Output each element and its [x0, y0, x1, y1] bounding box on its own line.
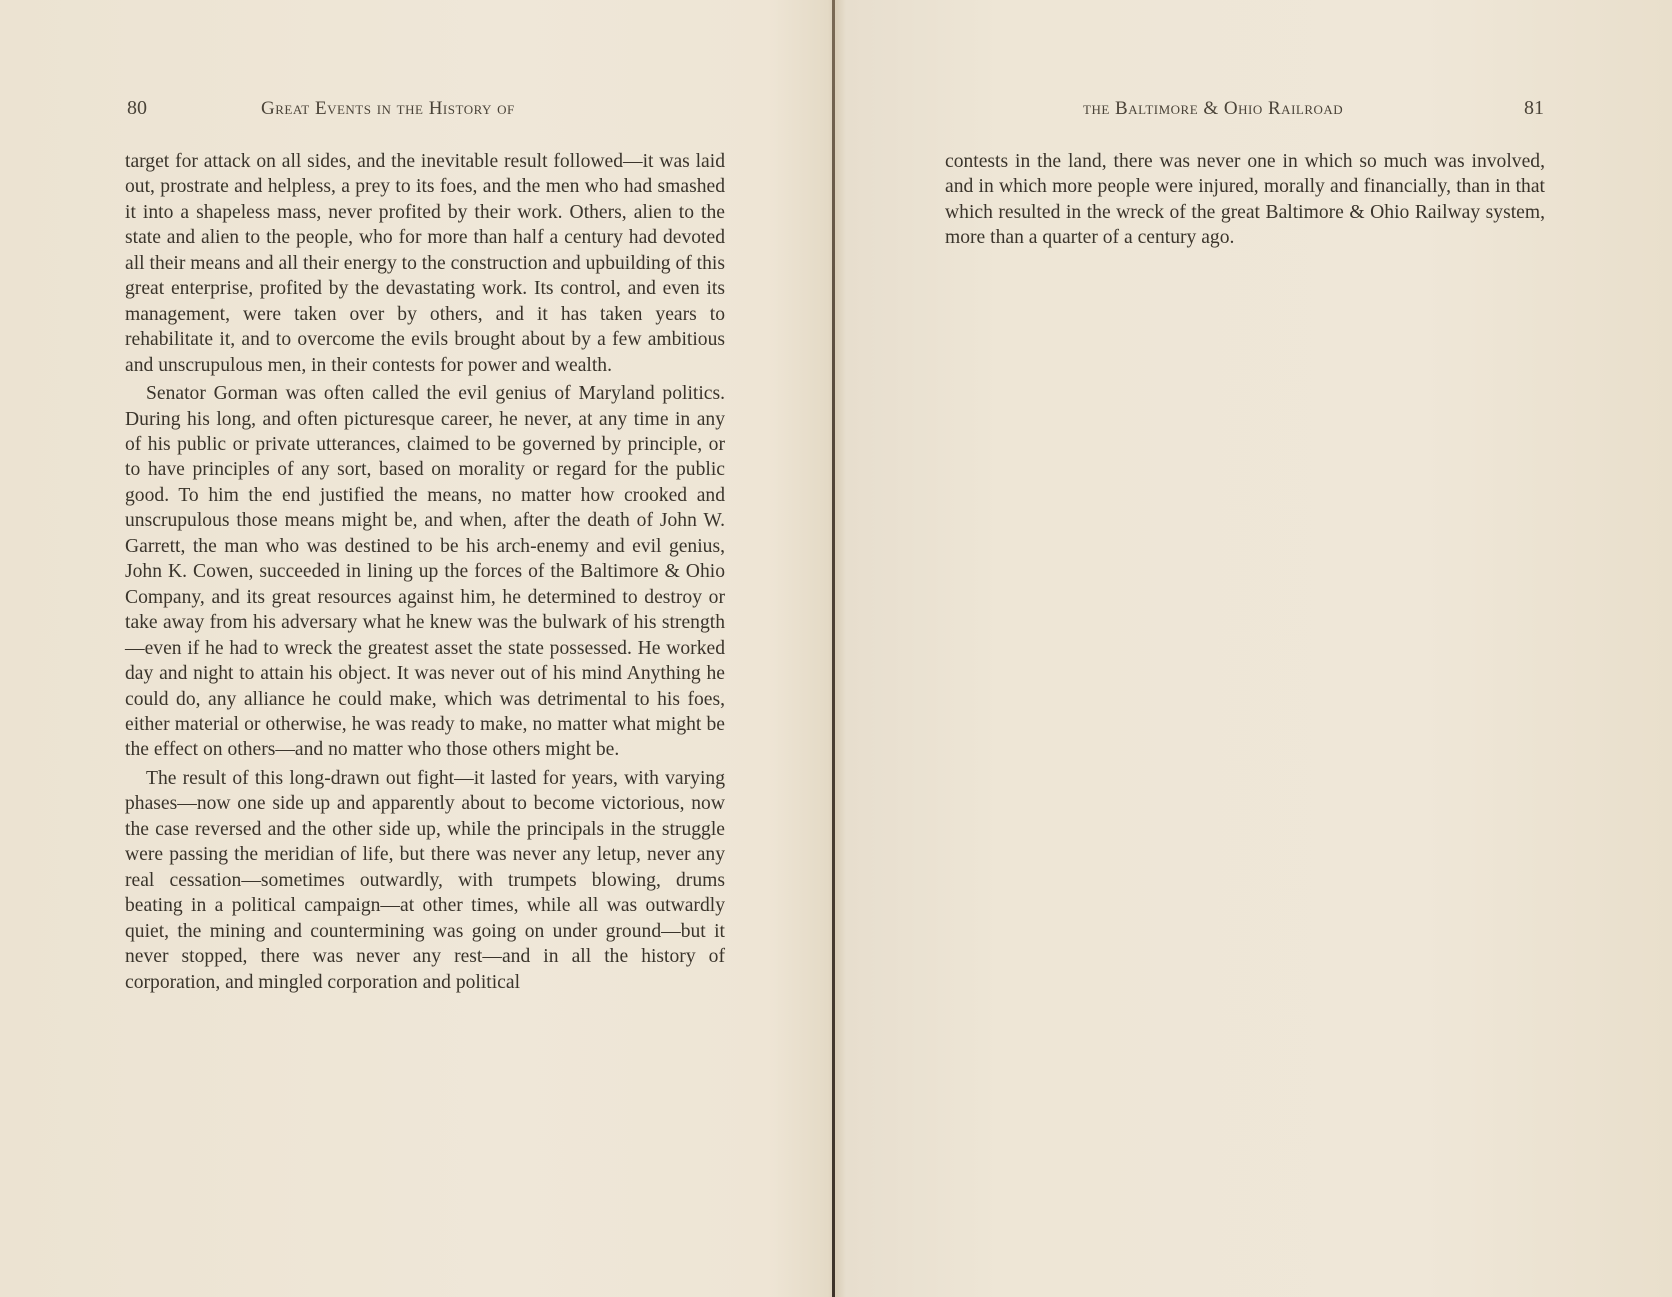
paragraph: contests in the land, there was never one in which so much was involved, and in which more people were injured, morally and financially, than in that which resulted in the wreck of the great Baltimore & Ohio Railway system, more than a quarter of a century ago.: [945, 151, 1545, 249]
running-head: the Baltimore & Ohio Railroad: [1083, 98, 1344, 119]
page-number: 81: [1524, 97, 1544, 119]
paragraph: Senator Gorman was often called the evil genius of Maryland politics. During his long, and often picturesque career, he never, at any time in any of his public or private utterances, claimed to be governed by principle, or to have principles of any sort, based on morality or regard for the public good. To him the end justified the means, no matter how crooked and unscrupulous those means might be, and when, after the death of John W. Garrett, the man who was destined to be his arch-enemy and evil genius, John K. Cowen, succeeded in lining up the forces of the Baltimore & Ohio Company, and its great resources against him, he determined to destroy or take away from his adversary what he knew was the bulwark of his strength—even if he had to wreck the greatest asset the state possessed. He worked day and night to attain his object. It was never out of his mind Anything he could do, any alliance he could make, which was detrimental to his foes, either material or otherwise, he was ready to make, no matter what might be the effect on others—and no matter who those others might be.: [125, 383, 725, 761]
paragraph: The result of this long-drawn out fight—it lasted for years, with varying phases—now one side up and apparently about to become victorious, now the case reversed and the other side up, while the principals in the struggle were passing the meridian of life, but there was never any letup, never any real cessation—sometimes outwardly, with trumpets blowing, drums beating in a political campaign—at other times, while all was outwardly quiet, the mining and countermining was going on under ground—but it never stopped, there was never any rest—and in all the history of corporation, and mingled corporation and political: [125, 767, 725, 993]
right-page: [835, 0, 1672, 1297]
running-head: Great Events in the History of: [261, 98, 515, 119]
paragraph: target for attack on all sides, and the inevitable result followed—it was laid out, prostrate and helpless, a prey to its foes, and the men who had smashed it into a shapeless mass, never profited by their work. Others, alien to the state and alien to the people, who for more than half a century had devoted all their means and all their energy to the construction and upbuilding of this great enterprise, profited by the devastating work. Its control, and even its management, were taken over by others, and it has taken years to rehabilitate it, and to overcome the evils brought about by a few ambitious and unscrupulous men, in their contests for power and wealth.: [125, 151, 725, 376]
page-body: [125, 149, 725, 995]
left-page: [0, 0, 832, 1297]
page-body: [945, 149, 1545, 251]
page-number: 80: [127, 97, 147, 119]
